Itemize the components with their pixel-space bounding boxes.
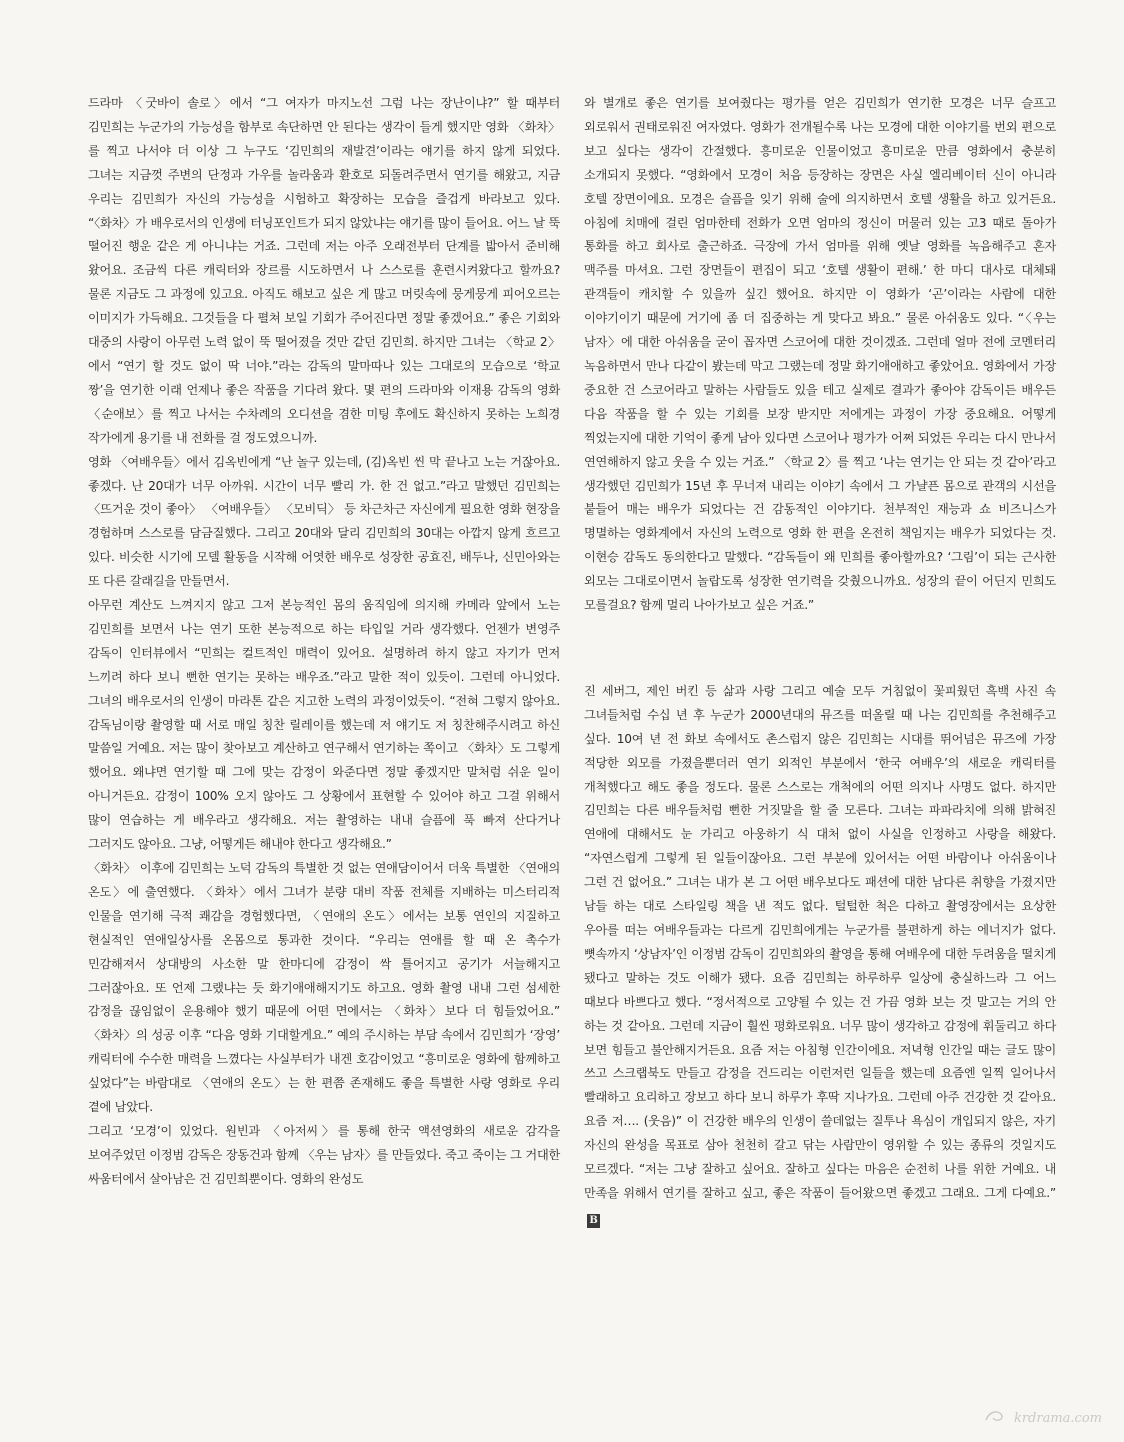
article-paragraph: 〈화차〉 이후에 김민희는 노덕 감독의 특별한 것 없는 연애담이어서 더욱 특별한 〈연애의 온도〉에 출연했다. 〈화차〉에서 그녀가 분량 대비 작품 전체를 지배하는 미스터리적 인물을 연기해 극적 쾌감을 경험했다면, 〈연애의 온도〉에서는 보통 연인의 지질하고 현실적인 연애일상사를 온몸으로 통과한 것이다. “우리는 연애를 할 때 온 촉수가 민감해져서 상대방의 사소한 말 한마디에 감정이 싹 틀어지고 공기가 서늘해지고 그러잖아요. 또 언제 그랬냐는 듯 화기애애해지기도 하고요. 영화 촬영 내내 그런 섬세한 감정을 끊임없이 운용해야 했기 때문에 어떤 면에서는 〈화차〉보다 더 힘들었어요.” 〈화차〉의 성공 이후 “다음 영화 기대할게요.” 예의 주시하는 부담 속에서 김민희가 ‘장영’ 캐릭터에 수수한 매력을 느꼈다는 사실부터가 내겐 호감이었고 “흥미로운 영화에 함께하고 싶었다”는 바람대로 〈연애의 온도〉는 한 편쯤 존재해도 좋을 특별한 사랑 영화로 우리 곁에 남았다. [88,861,560,1115]
article-paragraph: 그리고 ‘모경’이 있었다. 원빈과 〈아저씨〉를 통해 한국 액션영화의 새로운 감각을 보여주었던 이정범 감독은 장동건과 함께 〈우는 남자〉를 만들었다. 죽고 죽이는 그 거대한 싸움터에서 살아남은 건 김민희뿐이다. 영화의 완성도 [88,1123,560,1186]
article-column-left [88,92,560,1192]
article-paragraph-text: 진 세버그, 제인 버킨 등 삶과 사랑 그리고 예술 모두 거침없이 꽃피웠던 흑백 사진 속 그녀들처럼 수십 년 후 누군가 2000년대의 뮤즈를 떠올릴 때 나는 김민희를 추천해주고 싶다. 10여 년 전 화보 속에서도 촌스럽지 않은 김민희는 시대를 뛰어넘은 뮤즈에 가장 적당한 외모를 가졌을뿐더러 연기 외적인 부분에서 ‘한국 여배우’의 새로운 캐릭터를 개척했다고 해도 좋을 정도다. 물론 스스로는 개척에의 어떤 의지나 사명도 없다. 하지만 김민희는 다른 배우들처럼 뻔한 거짓말을 할 줄 모른다. 그녀는 파파라치에 의해 밝혀진 연애에 대해서도 눈 가리고 아웅하기 식 대처 없이 사실을 인정하고 사랑을 해왔다. “자연스럽게 그렇게 된 일들이잖아요. 그런 부분에 있어서는 어떤 바람이나 아쉬움이나 그런 건 없어요.” 그녀는 내가 본 그 어떤 배우보다도 패션에 대한 남다른 취향을 가졌지만 남들 하는 대로 스타일링 책을 낸 적도 없다. 털털한 척은 다하고 촬영장에서는 요상한 우아를 떠는 여배우들과는 다르게 김민희에게는 누군가를 불편하게 하는 에너지가 없다. 뼛속까지 ‘상남자’인 이정범 감독이 김민희와의 촬영을 통해 여배우에 대한 두려움을 떨치게 됐다고 말하는 것도 이해가 됐다. 요즘 김민희는 하루하루 일상에 충실하느라 그 어느 때보다 바쁘다고 했다. “정서적으로 고양될 수 있는 건 가끔 영화 보는 것 말고는 거의 안 하는 것 같아요. 그런데 지금이 훨씬 평화로워요. 너무 많이 생각하고 감정에 휘둘리고 하다 보면 힘들고 불안해지거든요. 요즘 저는 아침형 인간이에요. 저녁형 인간일 때는 글도 많이 쓰고 스크랩북도 만들고 감정을 건드리는 이런저런 일들을 했는데 요즘엔 일찍 일어나서 빨래하고 요리하고 장보고 하다 보니 하루가 후딱 지나가요. 그런데 아주 건강한 것 같아요. 요즘 저…. (웃음)” 이 건강한 배우의 인생이 쓸데없는 질투나 욕심이 개입되지 않은, 자기 자신의 완성을 목표로 삼아 천천히 갈고 닦는 사람만이 영위할 수 있는 종류의 것일지도 모르겠다. “저는 그냥 잘하고 싶어요. 잘하고 싶다는 마음은 순전히 나를 위한 거예요. 내 만족을 위해서 연기를 잘하고 싶고, 좋은 작품이 들어왔으면 좋겠고 그래요. 그게 다예요.” [584,683,1056,1200]
article-paragraph: 와 별개로 좋은 연기를 보여줬다는 평가를 얻은 김민희가 연기한 모경은 너무 슬프고 외로워서 권태로워진 여자였다. 영화가 전개될수록 나는 모경에 대한 이야기를 번외 편으로 보고 싶다는 생각이 간절했다. 흥미로운 인물이었고 흥미로운 만큼 영화에서 충분히 소개되지 못했다. “영화에서 모경이 처음 등장하는 장면은 사실 엘리베이터 신이 아니라 호텔 장면이에요. 모경은 슬픔을 잊기 위해 술에 의지하면서 호텔 생활을 하고 있거든요. 아침에 치매에 걸린 엄마한테 전화가 오면 엄마의 정신이 머물러 있는 고3 때로 돌아가 통화를 하고 회사로 출근하죠. 극장에 가서 엄마를 위해 옛날 영화를 녹음해주고 혼자 맥주를 마셔요. 그런 장면들이 편집이 되고 ‘호텔 생활이 편해.’ 한 마디 대사로 대체돼 관객들이 캐치할 수 있을까 싶긴 했어요. 하지만 이 영화가 ‘곤’이라는 사람에 대한 이야기이기 때문에 거기에 좀 더 집중하는 게 맞다고 봐요.” 물론 아쉬움도 있다. “〈우는 남자〉에 대한 아쉬움을 굳이 꼽자면 스코어에 대한 것이겠죠. 그런데 얼마 전에 코멘터리 녹음하면서 만나 다같이 봤는데 막고 그랬는데 정말 화기애애하고 좋았어요. 영화에서 가장 중요한 건 스코어라고 말하는 사람들도 있을 테고 실제로 결과가 좋아야 감독이든 배우든 다음 작품을 할 수 있는 기회를 보장 받지만 저에게는 과정이 가장 중요해요. 어떻게 찍었는지에 대한 기억이 좋게 남아 있다면 스코어나 평가가 어쩌 되었든 우리는 다시 만나서 연연해하지 않고 웃을 수 있는 거죠.” 〈학교 2〉를 찍고 ‘나는 연기는 안 되는 것 같아’라고 생각했던 김민희가 15년 후 무너져 내리는 이야기 속에서 그 가냘픈 몸으로 관객의 시선을 붙들어 매는 배우가 되었다는 건 감동적인 이야기다. 천부적인 재능과 쇼 비즈니스가 명멸하는 영화계에서 자신의 노력으로 영화 한 편을 온전히 책임지는 배우가 되었다는 것. 이현승 감독도 동의한다고 말했다. “감독들이 왜 민희를 좋아할까요? ‘그림’이 되는 근사한 외모는 그대로이면서 놀랍도록 성장한 연기력을 갖췄으니까요. 성장의 끝이 어딘지 민희도 모를걸요? 함께 멀리 나아가보고 싶은 거죠.” [584,96,1056,613]
article-column-right [584,92,1056,1230]
end-mark-icon: B [587,1214,600,1228]
article-paragraph: 영화 〈여배우들〉에서 김옥빈에게 “난 놀구 있는데, (김)옥빈 씬 막 끝나고 노는 거잖아요. 좋겠다. 난 20대가 너무 아까워. 시간이 너무 빨리 가. 한 건 없고.”라고 말했던 김민희는 〈뜨거운 것이 좋아〉 〈여배우들〉 〈모비딕〉 등 차근차근 자신에게 필요한 영화 현장을 경험하며 스스로를 담금질했다. 그리고 20대와 달리 김민희의 30대는 아깝지 않게 흐르고 있다. 비슷한 시기에 모델 활동을 시작해 어엿한 배우로 성장한 공효진, 배두나, 신민아와는 또 다른 갈래길을 만들면서. [88,454,560,589]
article-paragraph: 아무런 계산도 느껴지지 않고 그저 본능적인 몸의 움직임에 의지해 카메라 앞에서 노는 김민희를 보면서 나는 연기 또한 본능적으로 하는 타입일 거라 생각했다. 언젠가 변영주 감독이 인터뷰에서 “민희는 컬트적인 매력이 있어요. 설명하려 하지 않고 자기가 먼저 느끼려 하다 보니 뻔한 연기는 못하는 배우죠.”라고 말한 적이 있듯이. 그런데 아니었다. 그녀의 배우로서의 인생이 마라톤 같은 지고한 노력의 과정이었듯이. “전혀 그렇지 않아요. 감독님이랑 촬영할 때 서로 매일 칭찬 릴레이를 했는데 저 얘기도 저 칭찬해주시려고 하신 말씀일 거예요. 저는 많이 찾아보고 계산하고 연구해서 연기하는 쪽이고 〈화차〉도 그렇게 했어요. 왜냐면 연기할 때 그에 맞는 감정이 와준다면 정말 좋겠지만 말처럼 쉬운 일이 아니거든요. 감정이 100% 오지 않아도 그 상황에서 표현할 수 있어야 하고 그걸 위해서 많이 연습하는 게 배우라고 생각해요. 저는 촬영하는 내내 슬픔에 푹 빠져 산다거나 그러지도 않아요. 그냥, 어떻게든 해내야 한다고 생각해요.” [88,598,560,852]
watermark: krdrama.com [1013,1411,1102,1426]
article-paragraph: 드라마 〈굿바이 솔로〉에서 “그 여자가 마지노선 그럼 나는 장난이냐?” 할 때부터 김민희는 누군가의 가능성을 함부로 속단하면 안 된다는 생각이 들게 했지만 영화 〈화차〉를 찍고 나서야 더 이상 그 누구도 ‘김민희의 재발견’이라는 얘기를 하지 않게 되었다. 그녀는 지금껏 주변의 단정과 가우를 놀라움과 환호로 되돌려주면서 연기를 해왔고, 지금 우리는 김민희가 자신의 가능성을 시험하고 확장하는 모습을 즐겁게 바라보고 있다. “〈화차〉가 배우로서의 인생에 터닝포인트가 되지 않았냐는 얘기를 많이 들어요. 어느 날 뚝 떨어진 행운 같은 게 아니냐는 거죠. 그런데 저는 아주 오래전부터 단계를 밟아서 준비해 왔어요. 조금씩 다른 캐릭터와 장르를 시도하면서 나 스스로를 훈련시켜왔다고 할까요? 물론 지금도 그 과정에 있고요. 아직도 해보고 싶은 게 많고 머릿속에 뭉게뭉게 피어오르는 이미지가 가득해요. 그것들을 다 펼쳐 보일 기회가 주어진다면 정말 좋겠어요.” 좋은 기회와 대중의 사랑이 아무런 노력 없이 뚝 떨어졌을 것만 같던 김민희. 하지만 그녀는 〈학교 2〉에서 “연기 할 것도 없이 딱 너야.”라는 감독의 말마따나 있는 그대로의 모습으로 ‘학교 짱’을 연기한 이래 언제나 좋은 작품을 기다려 왔다. 몇 편의 드라마와 이재용 감독의 영화 〈순애보〉를 찍고 나서는 수차례의 오디션을 겸한 미팅 후에도 확신하지 못하는 노희경 작가에게 용기를 내 전화를 걸 정도였으니까. [88,96,560,445]
watermark-swirl-icon [984,1408,1006,1424]
article-paragraph-last [584,680,1056,1230]
